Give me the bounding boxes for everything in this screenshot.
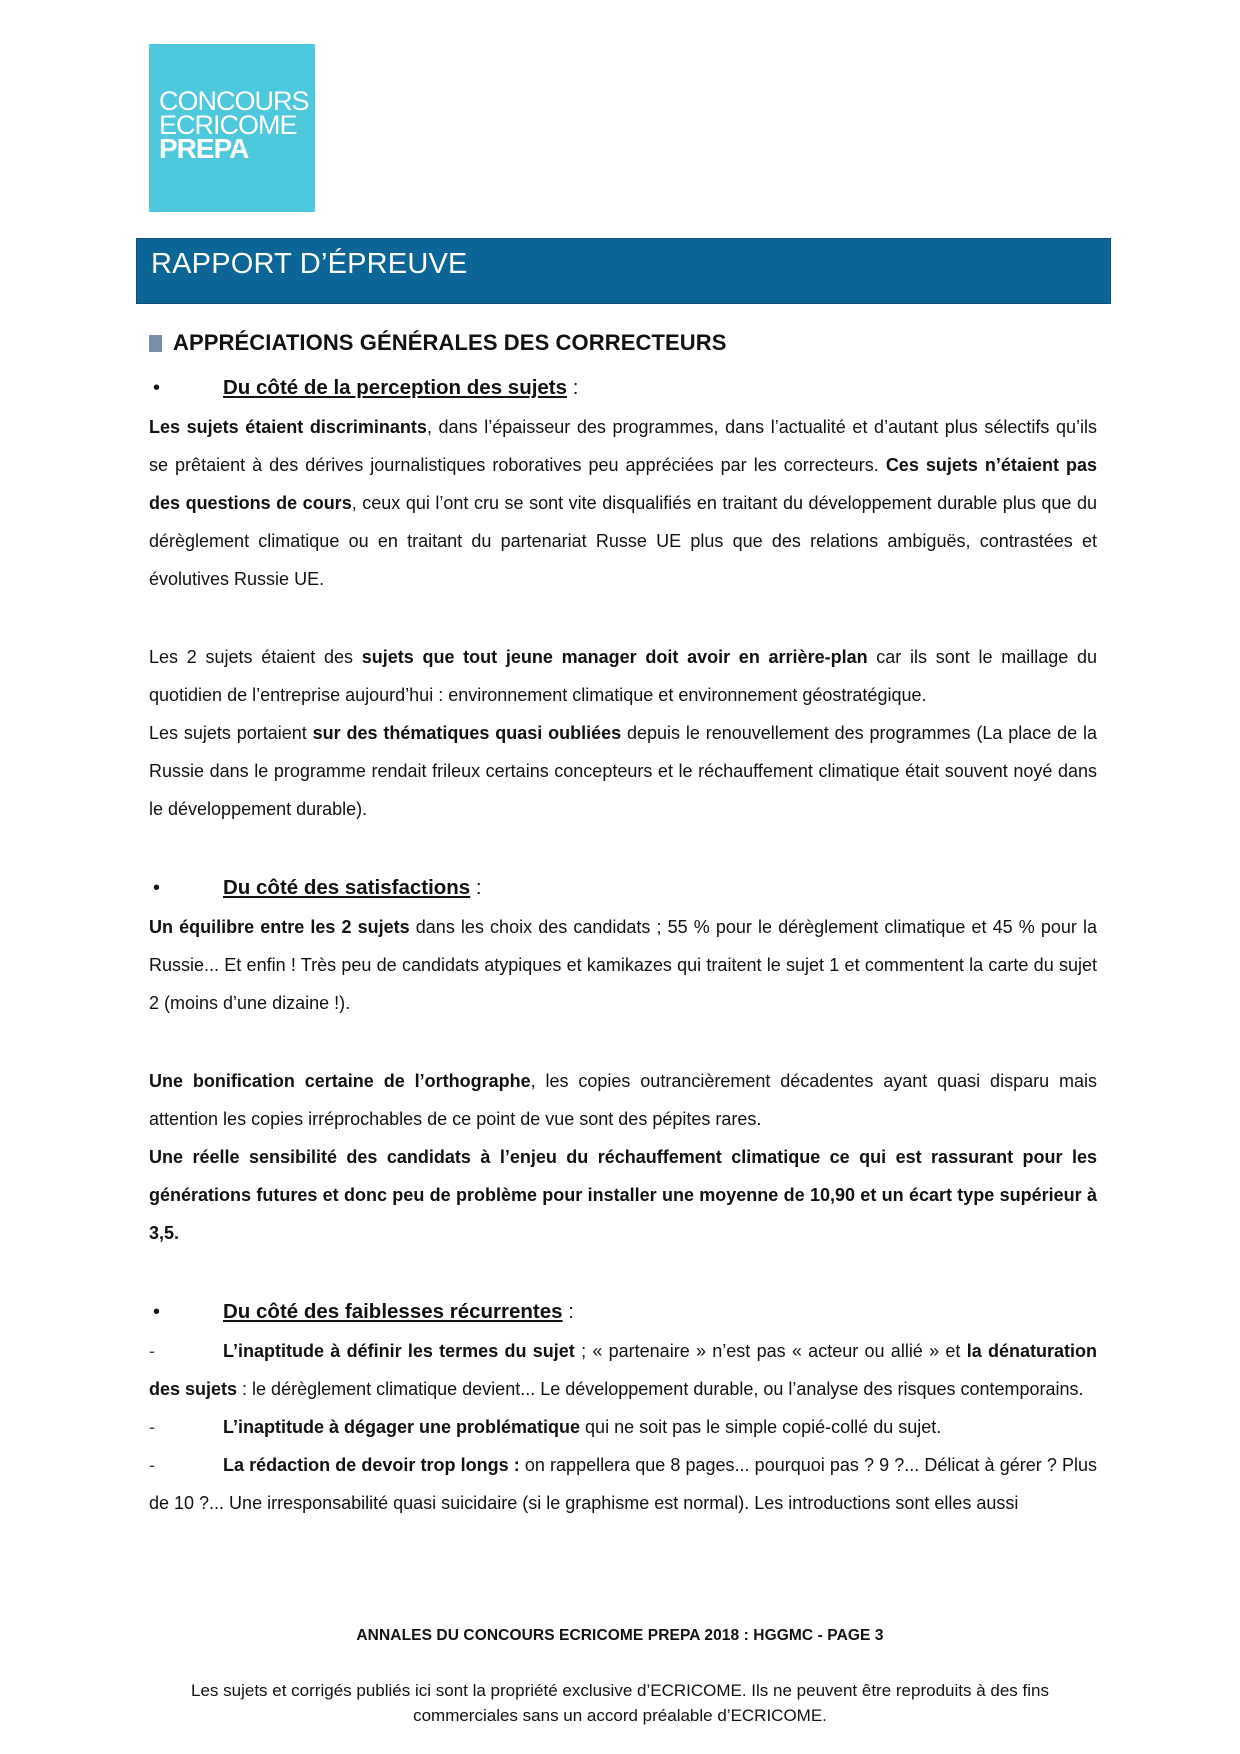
square-bullet-icon — [149, 335, 162, 352]
paragraph — [149, 714, 1097, 828]
bullet-icon: • — [153, 877, 161, 899]
bold-text: Une réelle sensibilité des candidats à l’enjeu du réchauffement climatique ce qui est rassurant pour les générations futures et donc peu de problème pour installer une moyenne de 10,90 et un écart type supérieur à 3,5. — [149, 1147, 1097, 1243]
paragraph — [149, 908, 1097, 1022]
paragraph — [149, 638, 1097, 714]
paragraph — [149, 1408, 1097, 1446]
text: Les 2 sujets étaient des — [149, 647, 362, 667]
bold-text: La rédaction de devoir trop longs : — [223, 1455, 520, 1475]
bold-text: L’inaptitude à dégager une problématique — [223, 1417, 581, 1437]
report-content — [149, 368, 1097, 1522]
bullet-icon: • — [153, 1301, 161, 1323]
paragraph — [149, 1446, 1097, 1522]
subsection-suffix: : — [567, 376, 579, 399]
dash-icon: - — [149, 1455, 155, 1475]
logo-line1: CONCOURS — [159, 86, 309, 116]
bold-text: Les sujets étaient discriminants — [149, 417, 427, 437]
list-item — [149, 1332, 1097, 1408]
bold-text: sujets que tout jeune manager doit avoir en arrière-plan — [361, 647, 868, 667]
subsection-heading-satisfactions — [149, 868, 1097, 908]
list-item — [149, 1408, 1097, 1446]
bold-text: L’inaptitude à définir les termes du sujet — [223, 1341, 575, 1361]
text: dans les choix des candidats ; 55 % pour le dérèglement climatique et 45 % pour la Russie... Et enfin ! Très peu de candidats atypiques et kamikazes qui traitent le sujet 1 et commentent la carte du sujet 2 (moins d’une dizaine !). — [149, 917, 1098, 1013]
text: Les sujets portaient — [149, 723, 313, 743]
paragraph — [149, 1062, 1097, 1138]
section-heading — [149, 330, 727, 356]
subsection-suffix: : — [562, 1300, 574, 1323]
text: , ceux qui l’ont cru se sont vite disqualifiés en traitant du développement durable plus que du dérèglement climatique ou en traitant du partenariat Russe UE plus que des relations ambiguës, contrastées et évolutives Russie UE. — [149, 493, 1097, 589]
logo-line3: PREPA — [159, 133, 249, 164]
subsection-heading-perception — [149, 368, 1097, 408]
text: , dans l’épaisseur des programmes, dans l’actualité et d’autant plus sélectifs qu’ils se prêtaient à des dérives journalistiques roboratives peu appréciées par les correcteurs. — [149, 417, 1098, 475]
logo-line2: ECRICOME — [159, 110, 297, 140]
bold-text: la dénaturation des sujets — [149, 1341, 1098, 1399]
page-footer-title: ANNALES DU CONCOURS ECRICOME PREPA 2018 : HGGMC - PAGE 3 — [356, 1627, 884, 1644]
text: on rappellera que 8 pages... pourquoi pas ? 9 ?... Délicat à gérer ? Plus de 10 ?... Une irresponsabilité quasi suicidaire (si le graphisme est normal). Les introductions sont elles aussi — [149, 1455, 1097, 1513]
bullet-icon: • — [153, 377, 161, 399]
ecricome-logo — [149, 44, 315, 212]
paragraph — [149, 408, 1097, 598]
bold-text: Un équilibre entre les 2 sujets — [149, 917, 410, 937]
dash-icon: - — [149, 1417, 155, 1437]
report-banner — [136, 238, 1111, 304]
list-item — [149, 1446, 1097, 1522]
dash-icon: - — [149, 1341, 155, 1361]
paragraph — [149, 1138, 1097, 1252]
text: , les copies outrancièrement décadentes ayant quasi disparu mais attention les copies irréprochables de ce point de vue sont des pépites rares. — [149, 1071, 1097, 1129]
subsection-heading-weaknesses — [149, 1292, 1097, 1332]
subsection-title: Du côté des satisfactions — [223, 876, 471, 899]
section-title: APPRÉCIATIONS GÉNÉRALES DES CORRECTEURS — [173, 330, 727, 355]
subsection-title: Du côté des faiblesses récurrentes — [223, 1300, 563, 1323]
text: depuis le renouvellement des programmes (La place de la Russie dans le programme rendait frileux certains concepteurs et le réchauffement climatique était souvent noyé dans le développement durable). — [149, 723, 1097, 819]
paragraph — [149, 1332, 1097, 1408]
subsection-suffix: : — [470, 876, 482, 899]
banner-title: RAPPORT D’ÉPREUVE — [151, 248, 468, 280]
bold-text: sur des thématiques quasi oubliées — [312, 723, 622, 743]
text: : le dérèglement climatique devient... Le développement durable, ou l’analyse des risques contemporains. — [237, 1379, 1084, 1399]
bold-text: Une bonification certaine de l’orthographe — [149, 1071, 531, 1091]
bold-text: Ces sujets n’étaient pas des questions de cours — [149, 455, 1097, 513]
text: car ils sont le maillage du quotidien de l’entreprise aujourd’hui : environnement climatique et environnement géostratégique. — [149, 647, 1097, 705]
logo-text — [159, 86, 309, 164]
subsection-title: Du côté de la perception des sujets — [223, 376, 568, 399]
text: ; « partenaire » n’est pas « acteur ou allié » et — [574, 1341, 967, 1361]
page-footer-notice: Les sujets et corrigés publiés ici sont la propriété exclusive d’ECRICOME. Ils ne peuvent être reproduits à des fins commerciales sans un accord préalable d’ECRICOME. — [191, 1681, 1049, 1725]
text: qui ne soit pas le simple copié-collé du sujet. — [580, 1417, 942, 1437]
